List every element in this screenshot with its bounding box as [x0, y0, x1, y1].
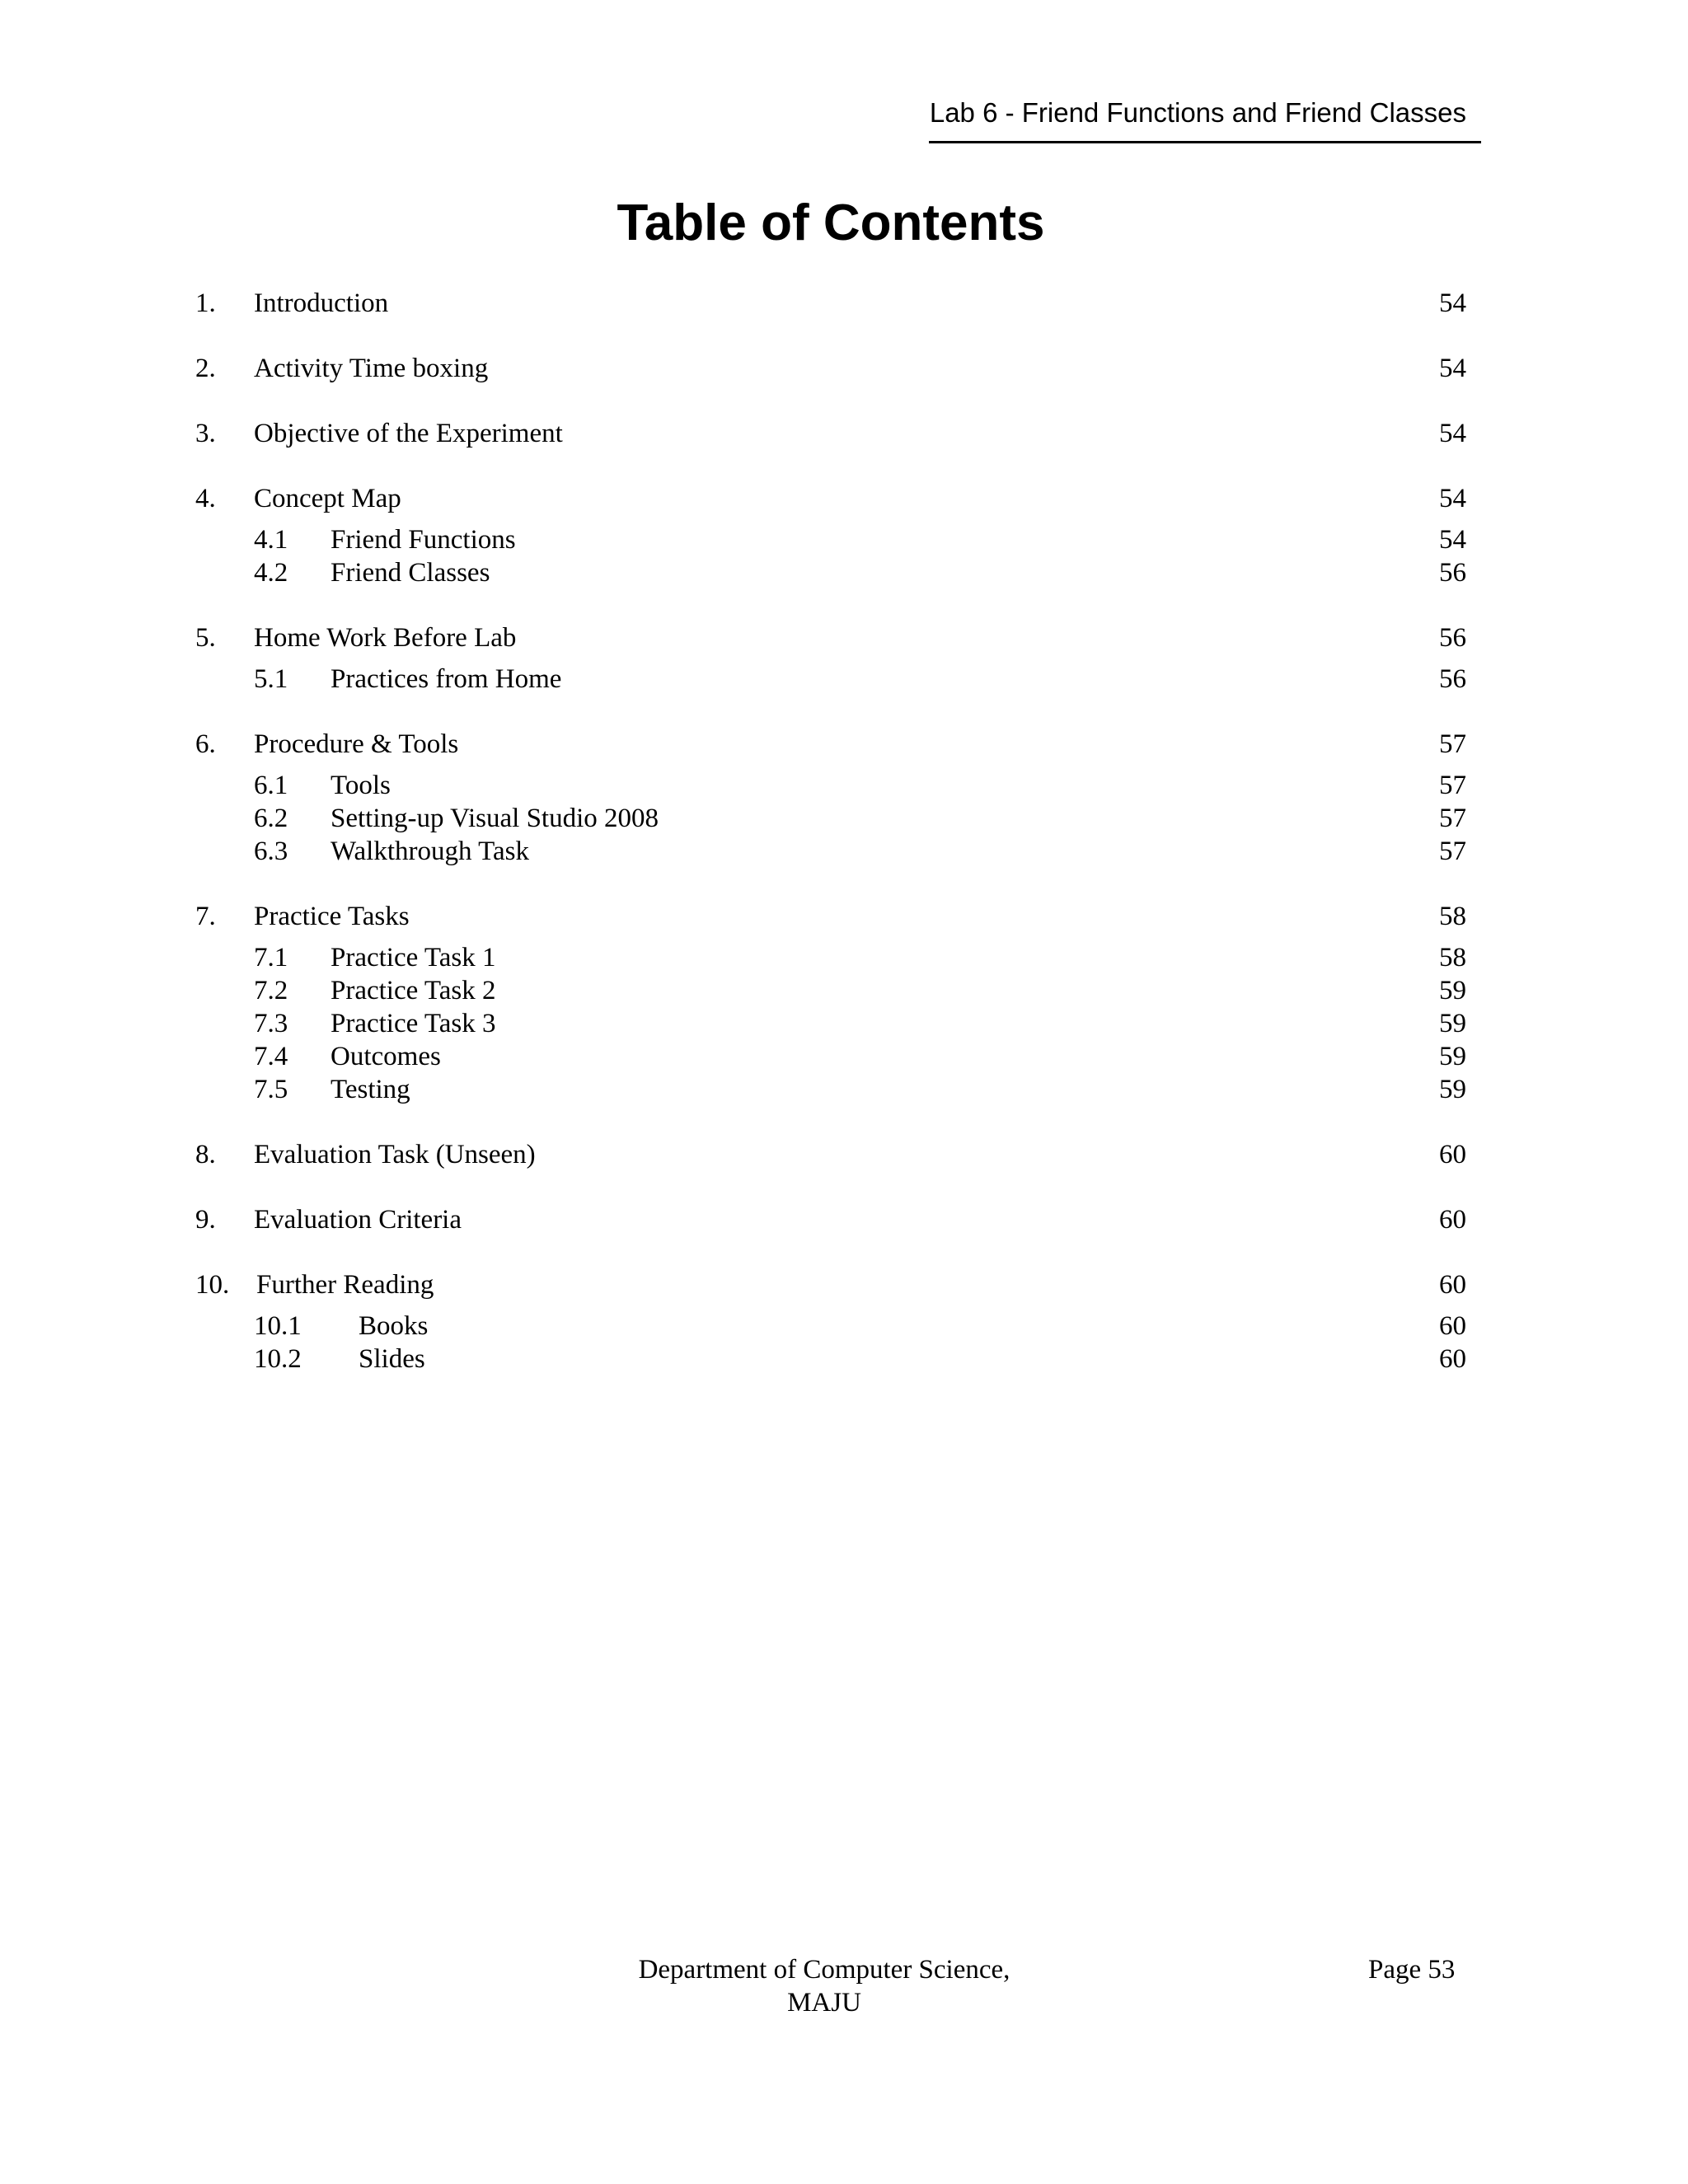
toc-entry-label: Friend Classes — [331, 558, 490, 588]
toc-entry-number: 10.2 — [254, 1344, 302, 1374]
toc-entry-friend-classes[interactable] — [0, 555, 1688, 590]
toc-entry-practice-task-2[interactable] — [0, 973, 1688, 1008]
page-title: Table of Contents — [617, 194, 1045, 251]
toc-entry-page: 59 — [1439, 1075, 1466, 1104]
footer-department-line-2: MAJU — [787, 1988, 861, 2018]
toc-entry-practices-from-home[interactable] — [0, 662, 1688, 696]
toc-entry-page: 57 — [1439, 804, 1466, 833]
toc-entry-friend-functions[interactable] — [0, 523, 1688, 557]
toc-entry-number: 9. — [195, 1205, 216, 1235]
toc-entry-number: 1. — [195, 288, 216, 318]
toc-entry-label: Practice Task 1 — [331, 943, 496, 972]
toc-entry-page: 60 — [1439, 1205, 1466, 1235]
toc-entry-home-work[interactable] — [0, 621, 1688, 655]
footer-page-number: Page 53 — [1368, 1955, 1456, 1985]
toc-entry-page: 56 — [1439, 558, 1466, 588]
toc-entry-label: Objective of the Experiment — [254, 419, 563, 448]
toc-entry-label: Evaluation Criteria — [254, 1205, 462, 1235]
toc-entry-page: 60 — [1439, 1344, 1466, 1374]
toc-entry-label: Practice Tasks — [254, 902, 410, 931]
toc-entry-label: Evaluation Task (Unseen) — [254, 1140, 536, 1169]
toc-entry-label: Books — [359, 1311, 429, 1341]
toc-entry-label: Concept Map — [254, 484, 401, 513]
toc-entry-page: 57 — [1439, 729, 1466, 759]
toc-entry-practice-tasks[interactable] — [0, 899, 1688, 934]
toc-entry-label: Introduction — [254, 288, 389, 318]
toc-entry-label: Procedure & Tools — [254, 729, 459, 759]
toc-entry-label: Outcomes — [331, 1042, 441, 1071]
toc-entry-page: 56 — [1439, 664, 1466, 694]
toc-entry-page: 59 — [1439, 1009, 1466, 1038]
toc-entry-number: 6.2 — [254, 804, 288, 833]
toc-entry-page: 57 — [1439, 771, 1466, 800]
toc-entry-page: 58 — [1439, 943, 1466, 972]
toc-entry-number: 2. — [195, 354, 216, 383]
toc-entry-evaluation-criteria[interactable] — [0, 1202, 1688, 1237]
toc-entry-page: 54 — [1439, 419, 1466, 448]
toc-entry-number: 10. — [195, 1270, 230, 1300]
running-header-title: Lab 6 - Friend Functions and Friend Classes — [929, 97, 1466, 128]
toc-entry-label: Setting-up Visual Studio 2008 — [331, 804, 659, 833]
toc-entry-number: 6. — [195, 729, 216, 759]
toc-entry-evaluation-task[interactable] — [0, 1137, 1688, 1172]
toc-entry-number: 5. — [195, 623, 216, 653]
toc-entry-number: 4.2 — [254, 558, 288, 588]
toc-entry-label: Friend Functions — [331, 525, 516, 555]
toc-entry-number: 4.1 — [254, 525, 288, 555]
footer-department-line-1: Department of Computer Science, — [638, 1955, 1010, 1985]
toc-entry-label: Home Work Before Lab — [254, 623, 517, 653]
toc-entry-label: Testing — [331, 1075, 410, 1104]
toc-entry-page: 57 — [1439, 837, 1466, 866]
toc-entry-procedure-tools[interactable] — [0, 727, 1688, 762]
toc-entry-page: 60 — [1439, 1270, 1466, 1300]
toc-entry-number: 6.3 — [254, 837, 288, 866]
toc-entry-page: 54 — [1439, 484, 1466, 513]
toc-entry-page: 56 — [1439, 623, 1466, 653]
toc-entry-number: 4. — [195, 484, 216, 513]
toc-entry-label: Walkthrough Task — [331, 837, 529, 866]
toc-entry-page: 60 — [1439, 1311, 1466, 1341]
toc-entry-walkthrough-task[interactable] — [0, 834, 1688, 869]
toc-entry-outcomes[interactable] — [0, 1039, 1688, 1074]
toc-entry-number: 7.5 — [254, 1075, 288, 1104]
toc-entry-number: 3. — [195, 419, 216, 448]
toc-entry-label: Activity Time boxing — [254, 354, 489, 383]
toc-entry-number: 7.2 — [254, 976, 288, 1005]
toc-entry-page: 54 — [1439, 354, 1466, 383]
toc-entry-label: Further Reading — [256, 1270, 434, 1300]
toc-entry-number: 7.4 — [254, 1042, 288, 1071]
toc-entry-label: Tools — [331, 771, 391, 800]
toc-entry-label: Slides — [359, 1344, 425, 1374]
toc-entry-number: 7.1 — [254, 943, 288, 972]
toc-entry-number: 6.1 — [254, 771, 288, 800]
toc-entry-objective[interactable] — [0, 416, 1688, 451]
toc-entry-number: 7.3 — [254, 1009, 288, 1038]
toc-entry-label: Practice Task 2 — [331, 976, 496, 1005]
toc-entry-books[interactable] — [0, 1309, 1688, 1343]
toc-entry-testing[interactable] — [0, 1072, 1688, 1107]
toc-entry-number: 5.1 — [254, 664, 288, 694]
toc-entry-page: 54 — [1439, 288, 1466, 318]
toc-entry-label: Practices from Home — [331, 664, 562, 694]
toc-entry-page: 59 — [1439, 976, 1466, 1005]
toc-entry-number: 10.1 — [254, 1311, 302, 1341]
toc-entry-page: 60 — [1439, 1140, 1466, 1169]
toc-entry-concept-map[interactable] — [0, 481, 1688, 516]
toc-entry-practice-task-1[interactable] — [0, 940, 1688, 975]
toc-entry-activity-time-boxing[interactable] — [0, 351, 1688, 386]
toc-entry-page: 59 — [1439, 1042, 1466, 1071]
toc-entry-number: 8. — [195, 1140, 216, 1169]
toc-entry-introduction[interactable] — [0, 286, 1688, 321]
toc-entry-practice-task-3[interactable] — [0, 1006, 1688, 1041]
toc-entry-page: 54 — [1439, 525, 1466, 555]
toc-entry-page: 58 — [1439, 902, 1466, 931]
toc-entry-tools[interactable] — [0, 768, 1688, 803]
toc-entry-label: Practice Task 3 — [331, 1009, 496, 1038]
toc-entry-slides[interactable] — [0, 1342, 1688, 1376]
toc-entry-further-reading[interactable] — [0, 1268, 1688, 1302]
toc-entry-setting-up-visual-studio[interactable] — [0, 801, 1688, 836]
toc-entry-number: 7. — [195, 902, 216, 931]
